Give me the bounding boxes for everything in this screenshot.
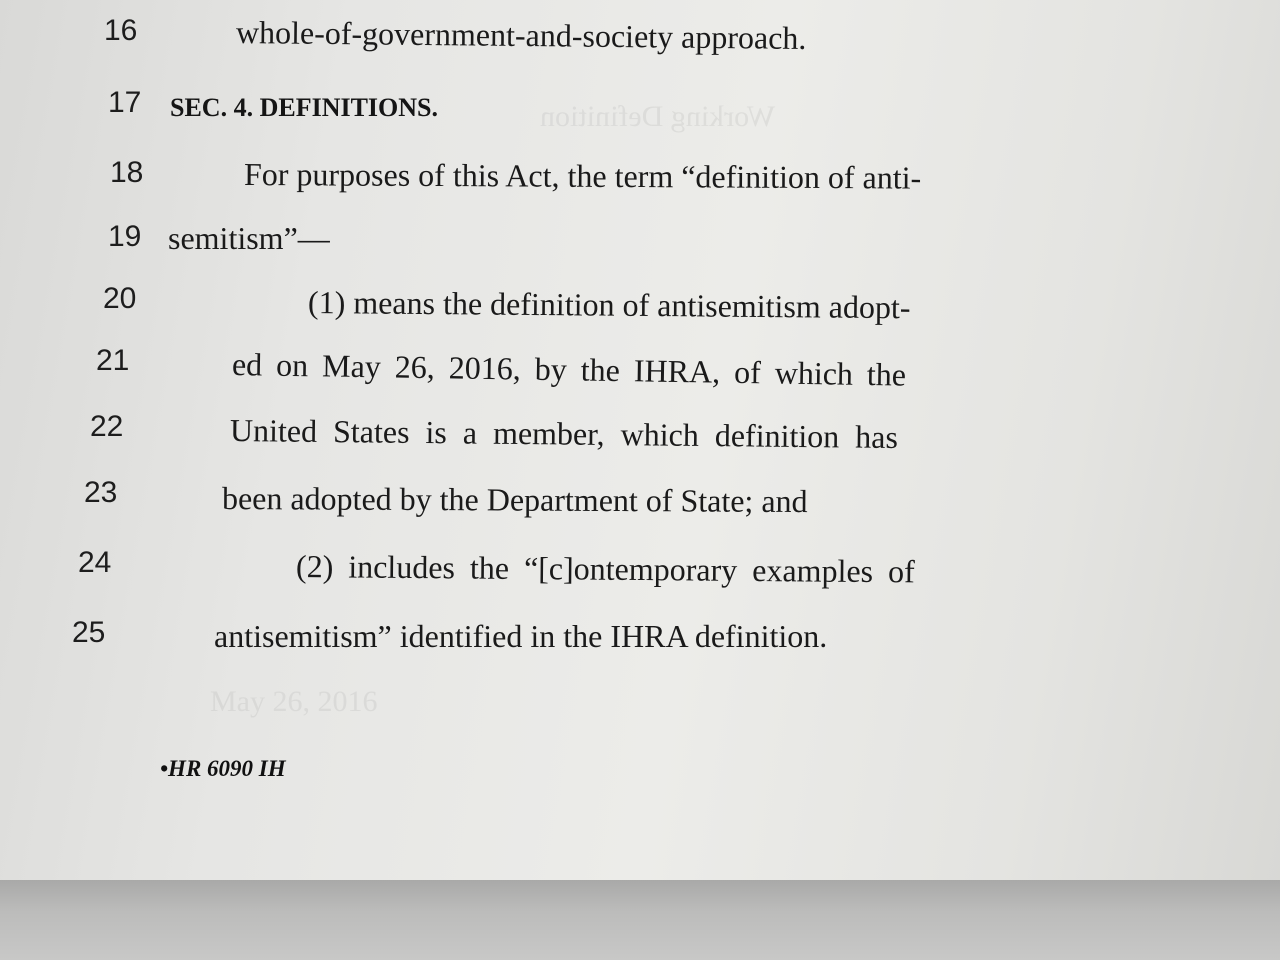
line-number: 18 [110,156,144,189]
line-number: 16 [104,14,138,47]
line-text: semitism”— [168,220,330,256]
bill-identifier: •HR 6090 IH [160,756,286,781]
line-text: whole-of-government-and-society approach. [235,14,807,56]
line-number: 22 [90,410,124,443]
line-number: 20 [103,282,137,315]
bleed-through-text: Working Definition [540,100,776,133]
line-text: For purposes of this Act, the term “definition of anti- [243,156,922,196]
line-number: 24 [78,546,112,579]
line-number: 21 [96,344,130,377]
line-text: (2) includes the “[c]ontemporary examples of [295,548,915,590]
line-number: 23 [84,476,118,509]
line-number: 17 [108,86,142,119]
line-number: 25 [72,616,106,649]
desk-surface [0,880,1280,960]
section-heading: SEC. 4. DEFINITIONS. [170,93,439,122]
line-text: United States is a member, which definition has [229,412,899,455]
line-text: been adopted by the Department of State; and [221,480,808,520]
bleed-through-text: May 26, 2016 [210,685,378,718]
line-text: antisemitism” identified in the IHRA definition. [214,618,828,654]
line-number: 19 [108,220,142,253]
line-text: ed on May 26, 2016, by the IHRA, of which the [231,346,907,393]
line-text: (1) means the definition of antisemitism adopt- [307,284,911,326]
